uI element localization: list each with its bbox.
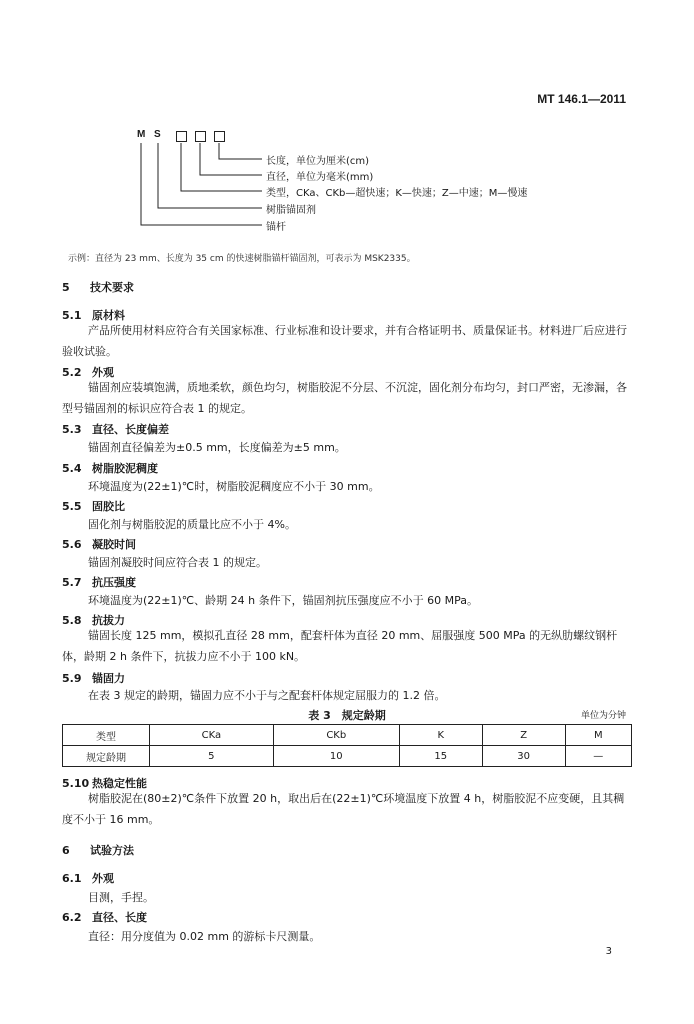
label-diameter: 直径，单位为毫米(mm) [266, 172, 374, 183]
table-cell: 规定龄期 [63, 746, 150, 767]
section-5-2-heading: 5.2 外观 [62, 366, 114, 379]
diagram-connector-lines [130, 128, 590, 238]
code-box-type [176, 131, 187, 142]
table-row [63, 746, 632, 767]
table-cell: 5 [150, 746, 274, 767]
section-5-4-heading: 5.4 树脂胶泥稠度 [62, 462, 158, 475]
section-5-3-text: 锚固剂直径偏差为±0.5 mm，长度偏差为±5 mm。 [88, 441, 346, 454]
table-3-caption: 表 3 规定龄期 [308, 709, 386, 722]
section-5-2-text: 锚固剂应装填饱满，质地柔软，颜色均匀，树脂胶泥不分层、不沉淀，固化剂分布均匀，封口严密，无渗漏，各型号锚固剂的标识应符合表 1 的规定。 [62, 381, 627, 415]
code-box-diameter [195, 131, 206, 142]
section-6-1-text: 目测，手捏。 [88, 891, 154, 904]
section-5-3-heading: 5.3 直径、长度偏差 [62, 423, 169, 436]
label-type: 类型，CKa、CKb—超快速；K—快速；Z—中速；M—慢速 [266, 188, 528, 199]
section-5-7-heading: 5.7 抗压强度 [62, 576, 136, 589]
section-5-1-text: 产品所使用材料应符合有关国家标准、行业标准和设计要求，并有合格证明书、质量保证书。材料进厂后应进行验收试验。 [62, 324, 627, 358]
section-5-5-text: 固化剂与树脂胶泥的质量比应不小于 4%。 [88, 518, 296, 531]
section-6-2-text: 直径：用分度值为 0.02 mm 的游标卡尺测量。 [88, 930, 321, 943]
document-id: MT 146.1—2011 [537, 92, 626, 106]
table-header-row [63, 725, 632, 746]
table-cell: Z [482, 725, 565, 746]
code-letter-s: S [154, 129, 161, 140]
code-letter-m: M [137, 129, 146, 140]
section-5-10-text: 树脂胶泥在(80±2)℃条件下放置 20 h，取出后在(22±1)℃环境温度下放置 4 h，树脂胶泥不应变硬，且其稠度不小于 16 mm。 [62, 792, 625, 826]
table-cell: 类型 [63, 725, 150, 746]
code-box-length [214, 131, 225, 142]
section-5-4-text: 环境温度为(22±1)℃时，树脂胶泥稠度应不小于 30 mm。 [88, 480, 380, 493]
section-5-9-heading: 5.9 锚固力 [62, 672, 125, 685]
table-3 [62, 724, 632, 767]
table-cell: K [399, 725, 482, 746]
table-cell: 10 [273, 746, 399, 767]
table-cell: M [565, 725, 631, 746]
example-note: 示例：直径为 23 mm、长度为 35 cm 的快速树脂锚杆锚固剂，可表示为 MSK2335。 [68, 254, 416, 264]
section-5-heading: 5 技术要求 [62, 281, 134, 294]
section-6-1-heading: 6.1 外观 [62, 872, 114, 885]
table-cell: CKb [273, 725, 399, 746]
section-6-heading: 6 试验方法 [62, 844, 134, 857]
label-length: 长度，单位为厘米(cm) [266, 156, 370, 167]
section-5-6-text: 锚固剂凝胶时间应符合表 1 的规定。 [88, 556, 267, 569]
section-5-8-text: 锚固长度 125 mm，模拟孔直径 28 mm，配套杆体为直径 20 mm、屈服强度 500 MPa 的无纵肋螺纹钢杆体，龄期 2 h 条件下，抗拔力应不小于 100 kN。 [62, 629, 618, 663]
section-5-1-heading: 5.1 原材料 [62, 309, 125, 322]
section-5-6-heading: 5.6 凝胶时间 [62, 538, 136, 551]
table-3-unit: 单位为分钟 [580, 711, 626, 721]
code-structure-diagram [130, 128, 590, 238]
table-cell: 30 [482, 746, 565, 767]
table-cell: CKa [150, 725, 274, 746]
page-number: 3 [605, 946, 612, 957]
table-cell: 15 [399, 746, 482, 767]
label-bolt: 锚杆 [266, 222, 286, 233]
section-6-2-heading: 6.2 直径、长度 [62, 911, 147, 924]
section-5-5-heading: 5.5 固胶比 [62, 500, 125, 513]
section-5-7-text: 环境温度为(22±1)℃、龄期 24 h 条件下，锚固剂抗压强度应不小于 60 MPa。 [88, 594, 478, 607]
label-resin: 树脂锚固剂 [266, 205, 316, 216]
section-5-10-heading: 5.10 热稳定性能 [62, 777, 147, 790]
section-5-8-heading: 5.8 抗拔力 [62, 614, 125, 627]
section-5-9-text: 在表 3 规定的龄期，锚固力应不小于与之配套杆体规定屈服力的 1.2 倍。 [88, 689, 446, 702]
table-cell: — [565, 746, 631, 767]
